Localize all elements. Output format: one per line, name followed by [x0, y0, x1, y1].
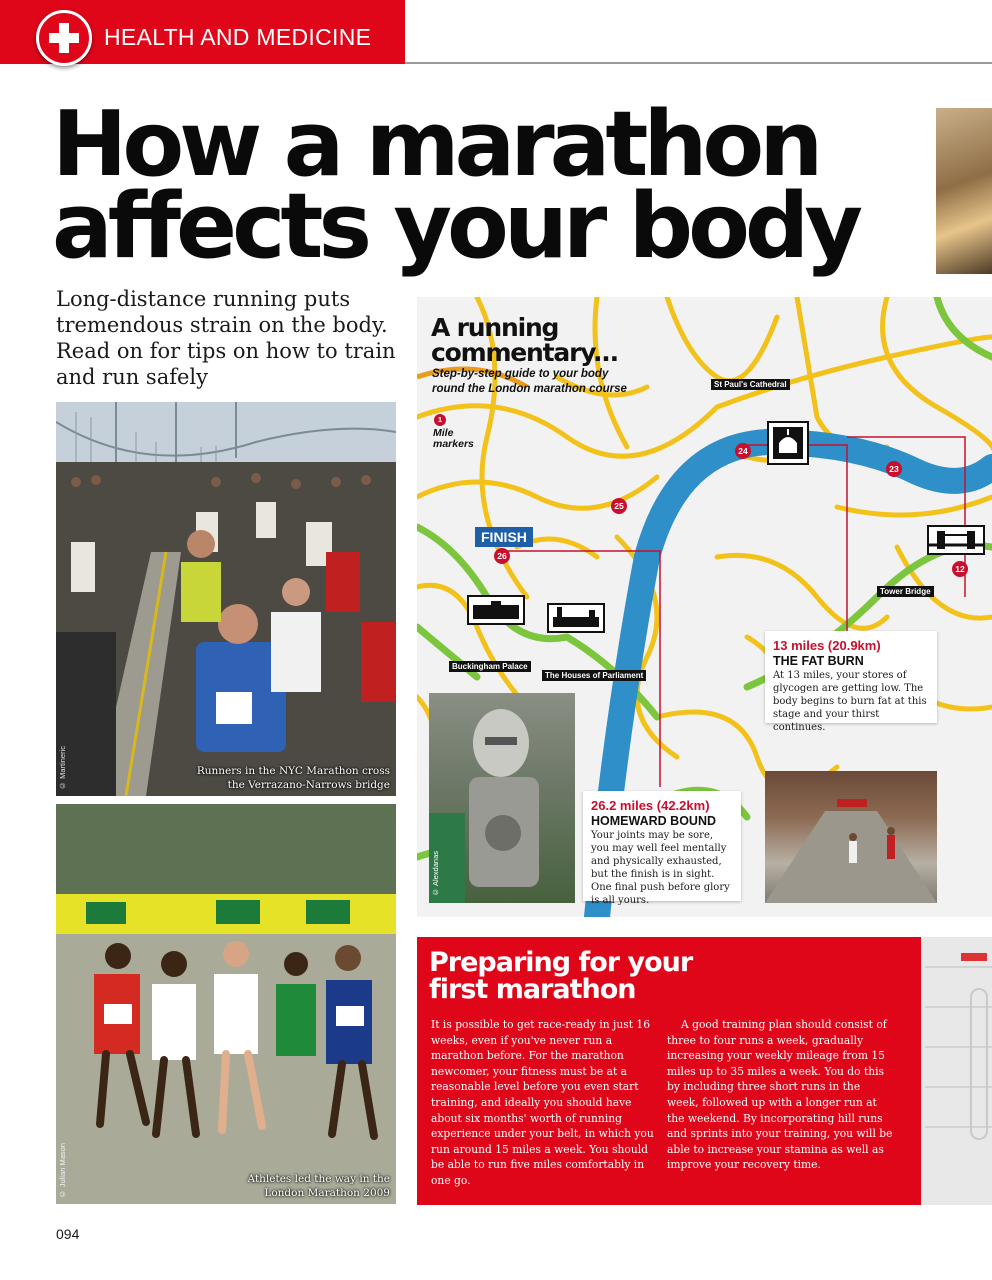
- mile-marker-24: 24: [735, 443, 751, 459]
- section-label: HEALTH AND MEDICINE: [104, 24, 372, 50]
- houses-of-parliament-label: The Houses of Parliament: [542, 670, 646, 681]
- buckingham-palace-label: Buckingham Palace: [449, 661, 531, 672]
- houses-of-parliament-icon: [547, 603, 605, 633]
- bridge-crowd-illustration: [56, 402, 396, 796]
- training-title: Preparing for your first marathon: [429, 947, 693, 1005]
- notebook-illustration: [921, 937, 992, 1205]
- mile-marker-26: 26: [494, 548, 510, 564]
- london-course-map: [417, 297, 992, 917]
- finish-label: FINISH: [475, 527, 533, 547]
- fat-burn-heading: THE FAT BURN: [773, 654, 864, 668]
- tower-bridge-label: Tower Bridge: [877, 586, 934, 597]
- legend-label: Mile markers: [433, 427, 474, 450]
- runner-closeup-photo: [936, 108, 992, 274]
- elite-runners-illustration: [56, 804, 396, 1204]
- title-line-1: How a marathon: [52, 92, 819, 197]
- street-runners-illustration: [765, 771, 937, 903]
- photo-caption: Runners in the NYC Marathon cross the Verrazano-Narrows bridge: [196, 765, 390, 791]
- standfirst: Long-distance running puts tremendous strain on the body. Read on for tips on how to train and run safely: [56, 287, 396, 389]
- map-title: A running commentary...: [431, 313, 618, 367]
- st-pauls-label: St Paul's Cathedral: [711, 379, 790, 390]
- cross-icon: [36, 10, 92, 66]
- training-column-2: A good training plan should consist of three to four runs a week, gradually increasing your weekly mileage from 15 miles up to 35 miles a week. You do this by including three short runs in the week, followed up with a longer run at the weekend. By incorporating hill runs and sprints into your training, you will be able to increase your stamina as well as improve your recovery time.: [667, 1018, 893, 1172]
- cyberman-costume-photo: [429, 693, 575, 903]
- finish-line-photo: [765, 771, 937, 903]
- training-column-1: It is possible to get race-ready in just 16 weeks, even if you've never run a marathon before. For the marathon newcomer, your fitness must be at a reasonable level before you even start training, and ideally you should have about six months' worth of running experience under your belt, in which you run around 15 miles a week. You should be able to run five miles comfortably in one go.: [431, 1018, 654, 1187]
- mile-marker-25: 25: [611, 498, 627, 514]
- photo-credit: © Julian Mason: [58, 1142, 67, 1198]
- london-marathon-photo: [56, 804, 396, 1204]
- homeward-bound-box: [583, 791, 741, 906]
- photo-credit: © Alexdanas: [431, 851, 440, 897]
- photo-caption: Athletes led the way in the London Marathon 2009: [247, 1173, 390, 1199]
- fat-burn-distance: 13 miles (20.9km): [773, 638, 881, 653]
- section-divider: [405, 62, 992, 64]
- homeward-heading: HOMEWARD BOUND: [591, 814, 716, 828]
- training-tips-box: [417, 937, 921, 1205]
- training-notebook-photo: [921, 937, 992, 1205]
- buckingham-palace-icon: [467, 595, 525, 625]
- nyc-marathon-photo: [56, 402, 396, 796]
- page-number: 094: [56, 1226, 80, 1242]
- title-line-2: affects your body: [52, 174, 858, 279]
- tower-bridge-icon: [927, 525, 985, 555]
- legend-mile-marker-icon: 1: [434, 414, 446, 426]
- mile-marker-23: 23: [886, 461, 902, 477]
- fat-burn-box: [765, 631, 937, 733]
- photo-credit: © Martineric: [58, 745, 67, 790]
- fat-burn-body: At 13 miles, your stores of glycogen are getting low. The body begins to burn fat at this stage and your thirst continues.: [773, 670, 927, 733]
- page-title: [52, 92, 858, 279]
- homeward-body: Your joints may be sore, you may well feel mentally and physically exhausted, but the finish is in sight. One final push before glory is all yours.: [591, 830, 730, 906]
- mile-marker-12: 12: [952, 561, 968, 577]
- map-subtitle: Step-by-step guide to your body round the London marathon course: [432, 368, 627, 395]
- st-pauls-cathedral-icon: [767, 421, 809, 465]
- costumed-runner-illustration: [429, 693, 575, 903]
- homeward-distance: 26.2 miles (42.2km): [591, 798, 710, 813]
